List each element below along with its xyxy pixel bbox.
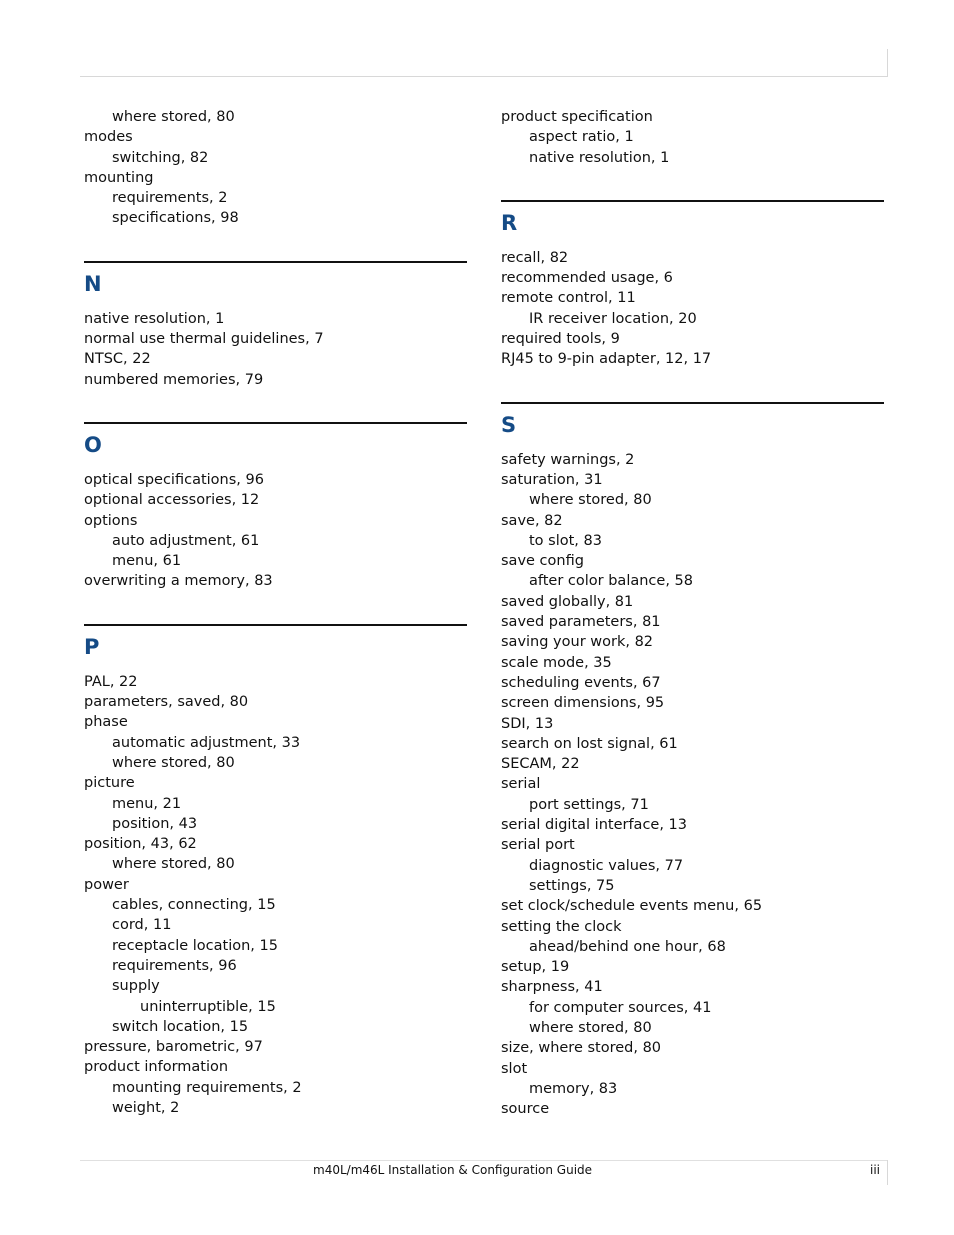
index-entry: serial port xyxy=(501,837,575,854)
index-entry: parameters, saved, 80 xyxy=(84,694,249,711)
section-letter-heading: R xyxy=(501,210,518,235)
index-subentry: ahead/behind one hour, 68 xyxy=(529,938,726,955)
index-subentry: where stored, 80 xyxy=(529,1019,652,1036)
index-entry: recall, 82 xyxy=(501,249,569,266)
index-subentry: settings, 75 xyxy=(529,877,615,894)
index-entry: options xyxy=(84,512,138,529)
index-subentry: cord, 11 xyxy=(112,917,172,934)
index-subentry: port settings, 71 xyxy=(529,796,649,813)
index-entry: pressure, barometric, 97 xyxy=(84,1039,263,1056)
index-entry: serial digital interface, 13 xyxy=(501,817,688,834)
index-subentry: position, 43 xyxy=(112,815,198,832)
index-entry: saving your work, 82 xyxy=(501,634,654,651)
index-subentry: diagnostic values, 77 xyxy=(529,857,684,874)
index-entry: optical specifications, 96 xyxy=(84,471,264,488)
index-subentry: weight, 2 xyxy=(112,1099,180,1116)
index-entry: set clock/schedule events menu, 65 xyxy=(501,898,763,915)
section-divider xyxy=(84,422,467,424)
index-subentry: auto adjustment, 61 xyxy=(112,532,260,549)
index-entry: native resolution, 1 xyxy=(84,310,225,327)
index-entry: saved globally, 81 xyxy=(501,593,634,610)
section-letter-heading: P xyxy=(84,634,100,659)
index-entry: save, 82 xyxy=(501,512,563,529)
index-subentry: IR receiver location, 20 xyxy=(529,310,697,327)
index-subentry: receptacle location, 15 xyxy=(112,937,278,954)
index-entry: SDI, 13 xyxy=(501,715,554,732)
index-section-p xyxy=(84,624,468,1119)
index-subentry: requirements, 2 xyxy=(112,190,228,207)
index-section-o xyxy=(84,422,468,592)
footer-document-title: m40L/m46L Installation & Configuration Guide xyxy=(313,1163,593,1177)
index-entry: recommended usage, 6 xyxy=(501,270,673,287)
index-entry: search on lost signal, 61 xyxy=(501,735,678,752)
index-subentry: menu, 21 xyxy=(112,795,182,812)
index-section-r xyxy=(501,200,885,370)
index-subentry: mounting requirements, 2 xyxy=(112,1079,302,1096)
section-divider xyxy=(501,402,884,404)
index-subentry: supply xyxy=(112,978,160,995)
index-entry: required tools, 9 xyxy=(501,331,620,348)
header-rule xyxy=(80,76,888,77)
index-subentry: where stored, 80 xyxy=(112,856,235,873)
index-entry: save config xyxy=(501,553,584,570)
section-letter-heading: N xyxy=(84,271,102,296)
index-subentry: after color balance, 58 xyxy=(529,573,693,590)
index-section-continued xyxy=(501,107,885,168)
index-entry: safety warnings, 2 xyxy=(501,451,635,468)
index-entry: setting the clock xyxy=(501,918,622,935)
index-subentry: for computer sources, 41 xyxy=(529,999,712,1016)
index-entry: source xyxy=(501,1101,550,1118)
index-entry: phase xyxy=(84,714,128,731)
index-entry: product specification xyxy=(501,109,653,125)
index-entry: sharpness, 41 xyxy=(501,979,603,996)
index-entry: power xyxy=(84,876,129,893)
index-subentry: where stored, 80 xyxy=(529,492,652,509)
index-entry: size, where stored, 80 xyxy=(501,1040,662,1057)
index-subentry: automatic adjustment, 33 xyxy=(112,734,301,751)
index-entry: remote control, 11 xyxy=(501,290,636,307)
index-section-s xyxy=(501,402,885,1120)
index-entry: setup, 19 xyxy=(501,959,570,976)
index-entry: serial xyxy=(501,776,541,793)
index-subentry: native resolution, 1 xyxy=(529,149,670,166)
index-subentry: to slot, 83 xyxy=(529,532,602,549)
section-divider xyxy=(84,624,467,626)
footer-page-number: iii xyxy=(870,1163,881,1177)
index-section-n xyxy=(84,261,468,390)
index-entry: slot xyxy=(501,1060,528,1077)
index-entry: mounting xyxy=(84,169,154,186)
index-subentry: requirements, 96 xyxy=(112,957,237,974)
index-column-right xyxy=(501,107,885,1119)
index-subentry: where stored, 80 xyxy=(112,109,235,125)
index-entry: modes xyxy=(84,129,133,146)
index-entry: normal use thermal guidelines, 7 xyxy=(84,331,324,348)
index-section-continued xyxy=(84,107,468,229)
index-entry: optional accessories, 12 xyxy=(84,492,260,509)
index-entry: PAL, 22 xyxy=(84,673,138,690)
header-corner-mark xyxy=(887,49,888,77)
index-entry: scale mode, 35 xyxy=(501,654,612,671)
index-entry: picture xyxy=(84,775,135,792)
index-subentry: switching, 82 xyxy=(112,149,209,166)
index-entry: numbered memories, 79 xyxy=(84,371,264,388)
index-subentry: menu, 61 xyxy=(112,553,182,570)
index-subentry: uninterruptible, 15 xyxy=(140,998,276,1015)
index-entry: product information xyxy=(84,1059,229,1076)
section-divider xyxy=(501,200,884,202)
index-entry: position, 43, 62 xyxy=(84,836,197,853)
section-divider xyxy=(84,261,467,263)
index-subentry: specifications, 98 xyxy=(112,210,239,227)
index-entry: RJ45 to 9-pin adapter, 12, 17 xyxy=(501,351,712,368)
index-entry: scheduling events, 67 xyxy=(501,674,661,691)
index-subentry: where stored, 80 xyxy=(112,754,235,771)
section-letter-heading: O xyxy=(84,432,102,457)
index-subentry: memory, 83 xyxy=(529,1080,618,1097)
index-entry: saturation, 31 xyxy=(501,471,603,488)
index-subentry: aspect ratio, 1 xyxy=(529,129,634,146)
index-entry: SECAM, 22 xyxy=(501,756,580,773)
index-column-left xyxy=(84,107,468,1118)
footer-corner-mark xyxy=(887,1160,888,1185)
index-entry: screen dimensions, 95 xyxy=(501,695,665,712)
index-entry: NTSC, 22 xyxy=(84,351,151,368)
section-letter-heading: S xyxy=(501,412,517,437)
index-entry: overwriting a memory, 83 xyxy=(84,573,273,590)
index-entry: saved parameters, 81 xyxy=(501,614,661,631)
index-subentry: switch location, 15 xyxy=(112,1018,249,1035)
index-subentry: cables, connecting, 15 xyxy=(112,897,276,914)
